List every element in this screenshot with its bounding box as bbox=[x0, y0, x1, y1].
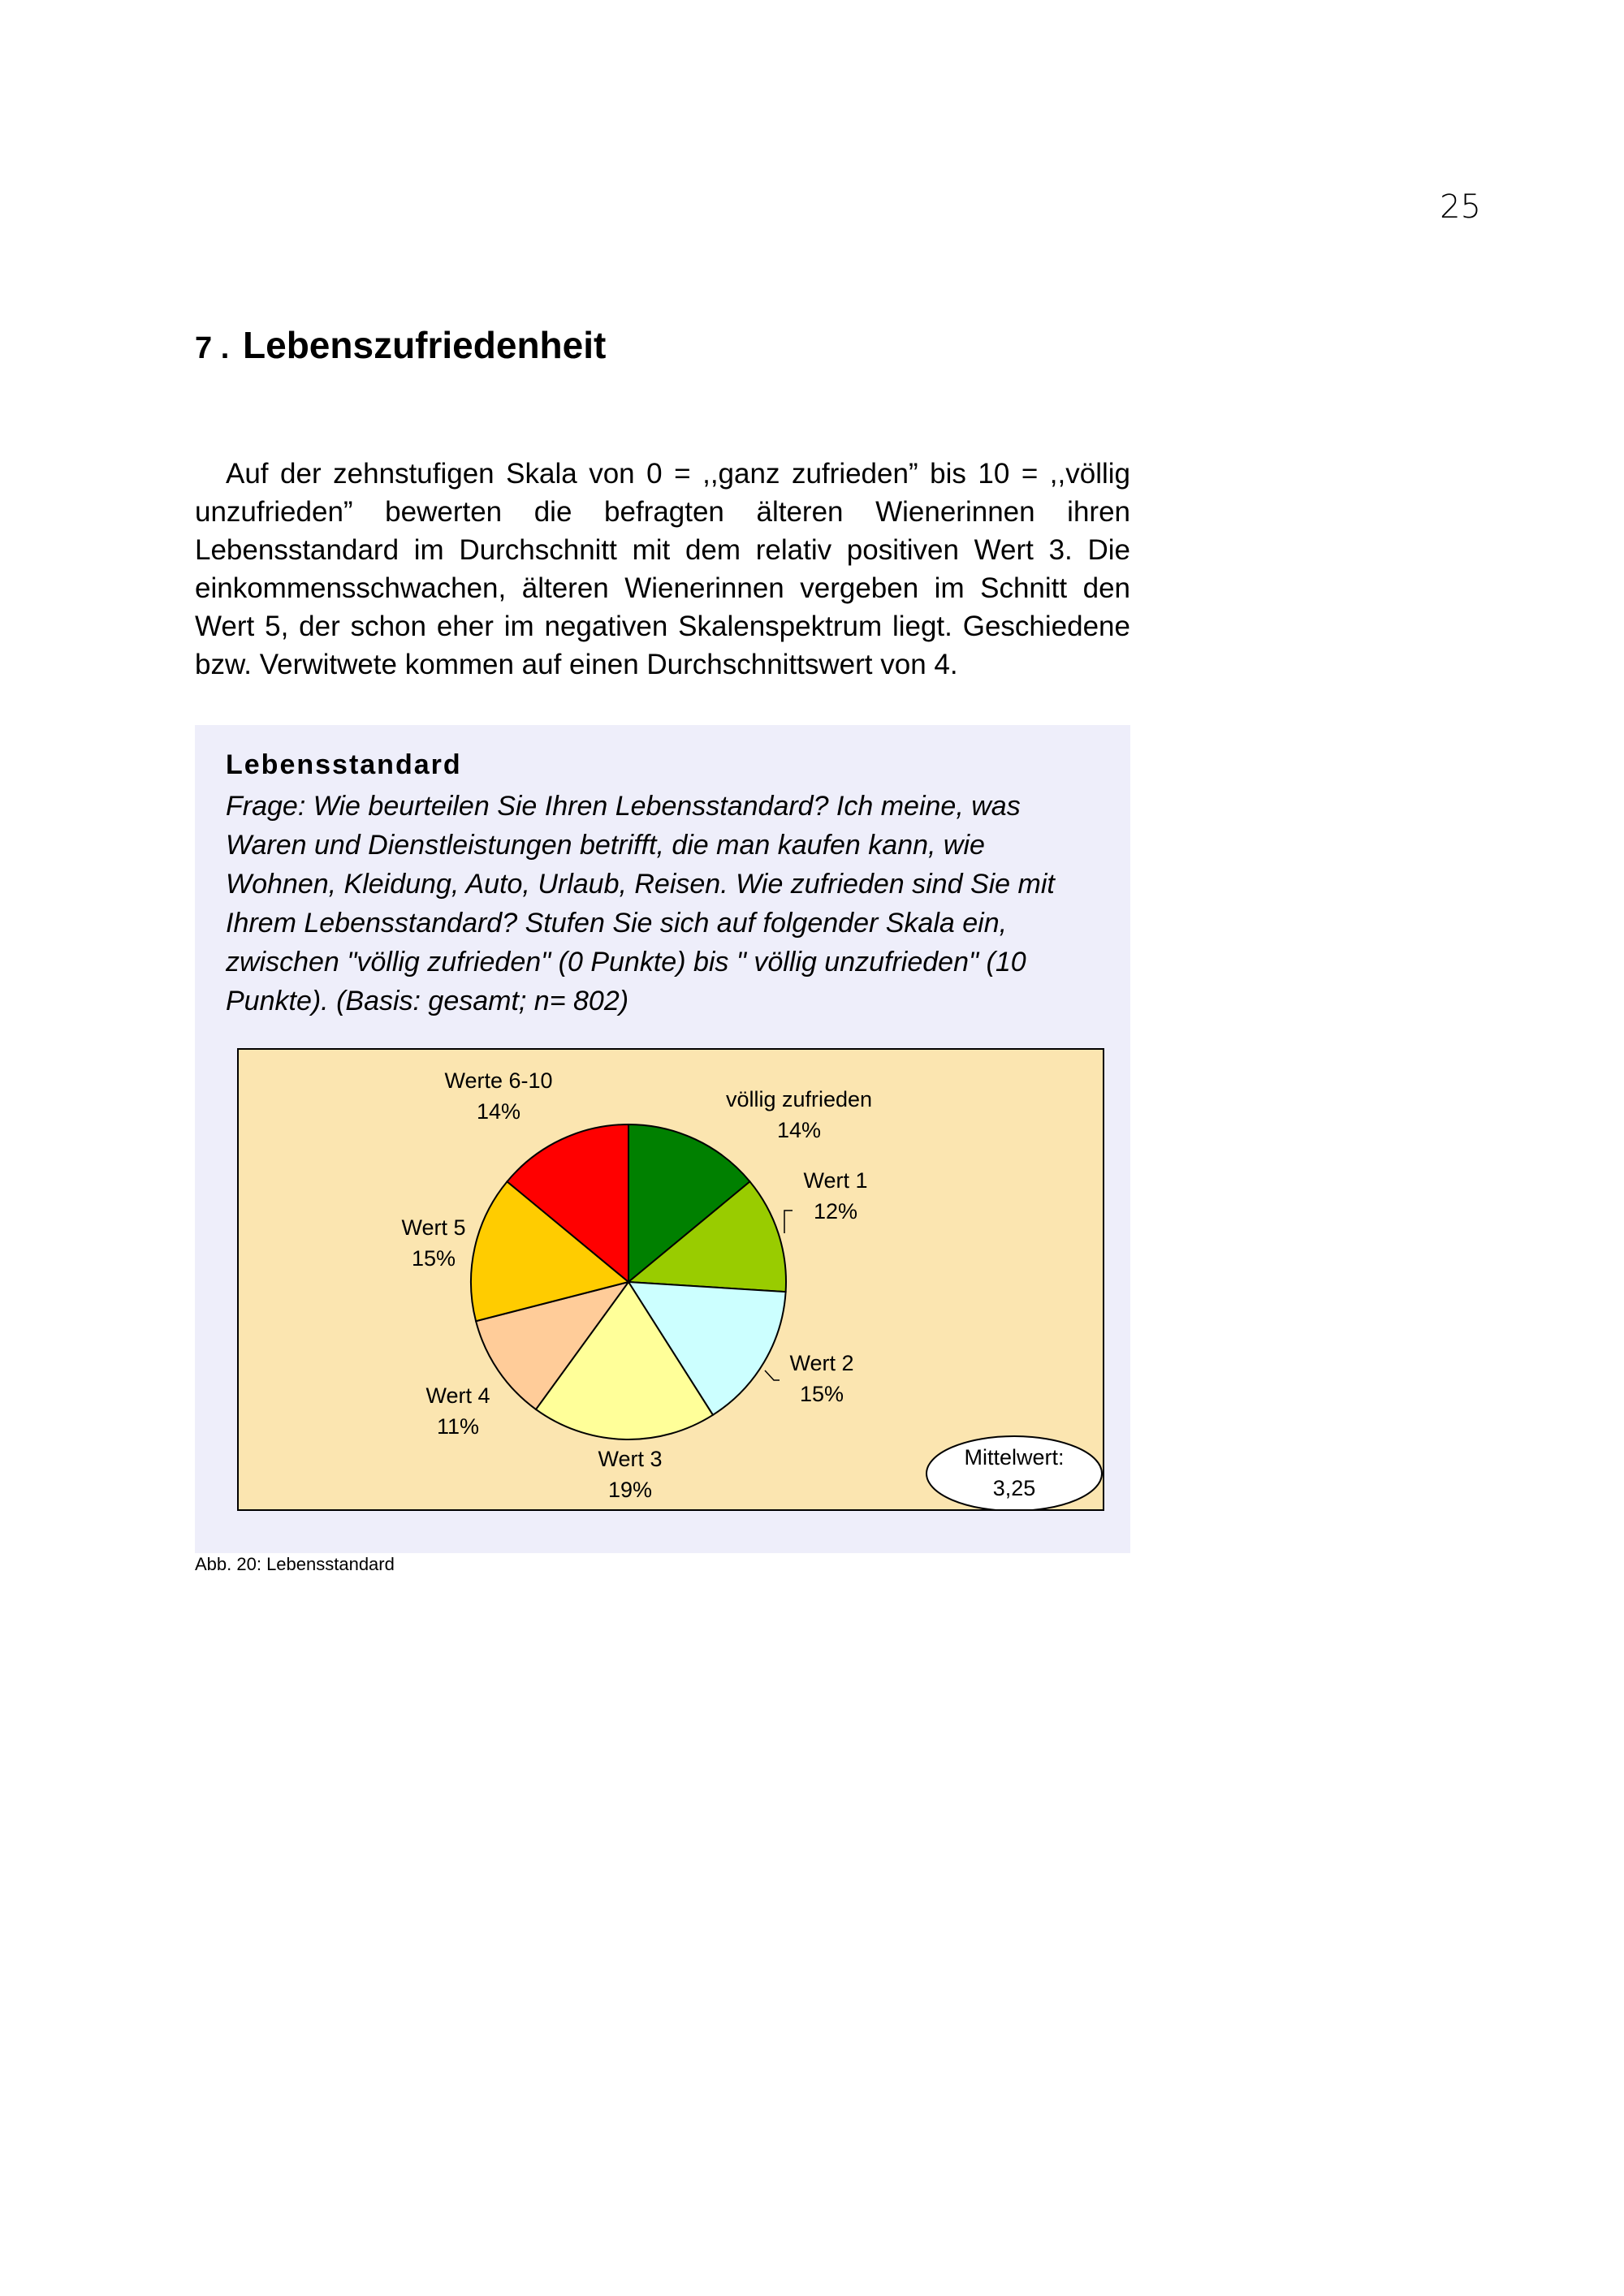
slice-label: Wert 5 bbox=[401, 1215, 466, 1240]
figure-caption: Abb. 20: Lebensstandard bbox=[195, 1554, 395, 1574]
leader-line bbox=[784, 1211, 793, 1233]
section-heading bbox=[195, 323, 606, 367]
pie-chart-frame bbox=[237, 1048, 1104, 1511]
slice-label: Werte 6-10 bbox=[444, 1068, 553, 1093]
figure-question: Frage: Wie beurteilen Sie Ihren Lebensstandard? Ich meine, was Waren und Dienstleistungen betrifft, die man kaufen kann, wie Wohnen, Kleidung, Auto, Urlaub, Reisen. Wie zufrieden sind Sie mit Ihrem Lebensstandard? Stufen Sie sich auf folgender Skala ein, zwischen "völlig zufrieden" (0 Punkte) bis " völlig unzufrieden" (10 Punkte). (Basis: gesamt; n= 802) bbox=[226, 791, 1055, 1016]
slice-label: Wert 3 bbox=[598, 1447, 663, 1471]
slice-label: Wert 2 bbox=[789, 1351, 854, 1375]
slice-percent-label: 11% bbox=[436, 1414, 480, 1439]
section-title: Lebenszufriedenheit bbox=[243, 324, 607, 366]
slice-percent-label: 14% bbox=[476, 1099, 521, 1124]
figure-title: Lebensstandard bbox=[226, 749, 462, 780]
leader-line bbox=[765, 1370, 780, 1380]
slice-percent-label: 15% bbox=[799, 1382, 844, 1406]
slice-label: Wert 1 bbox=[803, 1168, 868, 1193]
mean-value-label: Mittelwert: bbox=[964, 1445, 1065, 1470]
pie-chart bbox=[239, 1050, 1103, 1509]
slice-percent-label: 14% bbox=[776, 1118, 822, 1142]
slice-label: Wert 4 bbox=[425, 1383, 490, 1408]
slice-percent-label: 12% bbox=[813, 1199, 858, 1224]
page-number: 25 bbox=[1440, 188, 1481, 226]
mean-value-number: 3,25 bbox=[992, 1476, 1036, 1500]
slice-percent-label: 19% bbox=[607, 1478, 653, 1502]
section-number: 7 . bbox=[195, 331, 230, 365]
figure-box bbox=[195, 725, 1130, 1553]
slice-label: völlig zufrieden bbox=[725, 1087, 873, 1111]
slice-percent-label: 15% bbox=[411, 1246, 456, 1271]
body-paragraph: Auf der zehnstufigen Skala von 0 = ,,ganz zufrieden” bis 10 = ,,völlig unzufrieden” bewerten die befragten älteren Wienerinnen ihren Lebensstandard im Durchschnitt mit dem relativ positiven Wert 3. Die einkommensschwachen, älteren Wienerinnen vergeben im Schnitt den Wert 5, der schon eher im negativen Skalenspektrum liegt. Geschiedene bzw. Verwitwete kommen auf einen Durchschnittswert von 4. bbox=[195, 458, 1130, 680]
